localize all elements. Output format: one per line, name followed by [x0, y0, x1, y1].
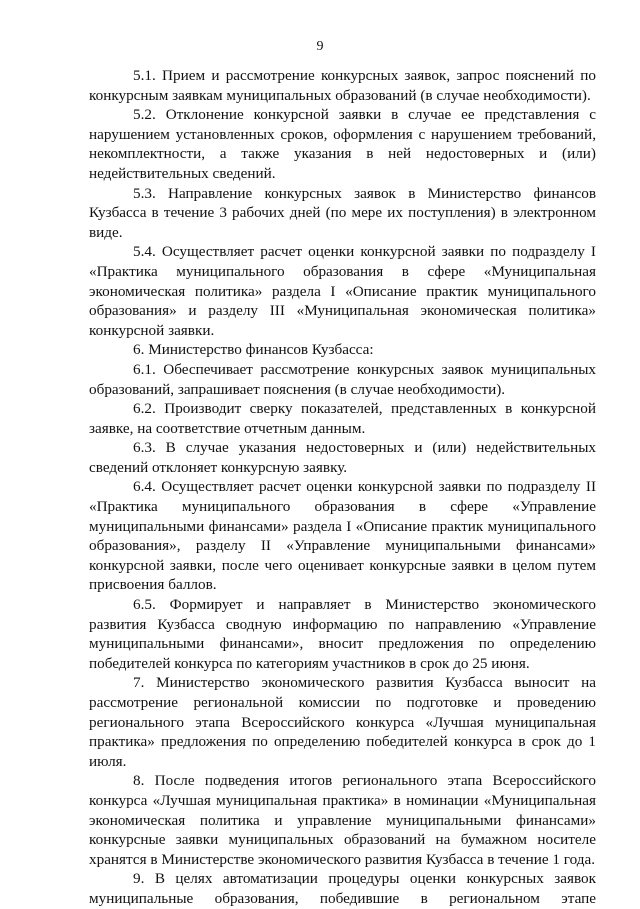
paragraph-6-1: 6.1. Обеспечивает рассмотрение конкурсных заявок муниципальных образований, запрашивает пояснения (в случае необходимости). [89, 360, 596, 398]
document-body [89, 66, 596, 909]
paragraph-6-2: 6.2. Производит сверку показателей, представленных в конкурсной заявке, на соответствие отчетным данным. [89, 400, 596, 437]
page-number: 9 [316, 39, 324, 54]
paragraph-9: 9. В целях автоматизации процедуры оценки конкурсных заявок муниципальные образования, победившие в региональном этапе [89, 870, 596, 907]
paragraph-6: 6. Министерство финансов Кузбасса: [133, 341, 374, 359]
paragraph-6-5: 6.5. Формирует и направляет в Министерство экономического развития Кузбасса сводную информацию по направлению «Управление муниципальными финансами», вносит предложения по определению победителей конкурса по категориям участников в срок до 25 июня. [89, 596, 596, 672]
paragraph-5-3: 5.3. Направление конкурсных заявок в Министерство финансов Кузбасса в течение 3 рабочих дней (по мере их поступления) в электронном виде. [89, 184, 596, 241]
paragraph-7: 7. Министерство экономического развития Кузбасса выносит на рассмотрение региональной комиссии по подготовке и проведению регионального этапа Всероссийского конкурса «Лучшая муниципальная практика» предложения по определению победителей конкурса в срок до 1 июля. [89, 674, 596, 770]
paragraph-8: 8. После подведения итогов регионального этапа Всероссийского конкурса «Лучшая муниципальная практика» в номинации «Муниципальная экономическая политика и управление муниципальными финансами» конкурсные заявки муниципальных образований на бумажном носителе хранятся в Министерстве экономического развития Кузбасса в течение 1 года. [89, 772, 596, 868]
paragraph-5-1: 5.1. Прием и рассмотрение конкурсных заявок, запрос пояснений по конкурсным заявкам муниципальных образований (в случае необходимости). [89, 67, 596, 104]
paragraph-6-3: 6.3. В случае указания недостоверных и (или) недействительных сведений отклоняет конкурсную заявку. [89, 439, 596, 476]
paragraph-5-2: 5.2. Отклонение конкурсной заявки в случае ее представления с нарушением установленных сроков, оформления с нарушением требований, некомплектности, а также указания в ней недостоверных и (или) недействительных сведений. [89, 106, 596, 182]
paragraph-6-4: 6.4. Осуществляет расчет оценки конкурсной заявки по подразделу II «Практика муниципального образования в сфере «Управление муниципальными финансами» раздела I «Описание практик муниципального образования», разделу II «Управление муниципальными финансами» конкурсной заявки, после чего оценивает конкурсные заявки в целом путем присвоения баллов. [89, 478, 596, 594]
paragraph-5-4: 5.4. Осуществляет расчет оценки конкурсной заявки по подразделу I «Практика муниципального образования в сфере «Муниципальная экономическая политика» раздела I «Описание практик муниципального образования» и разделу III «Муниципальная экономическая политика» конкурсной заявки. [89, 243, 596, 339]
